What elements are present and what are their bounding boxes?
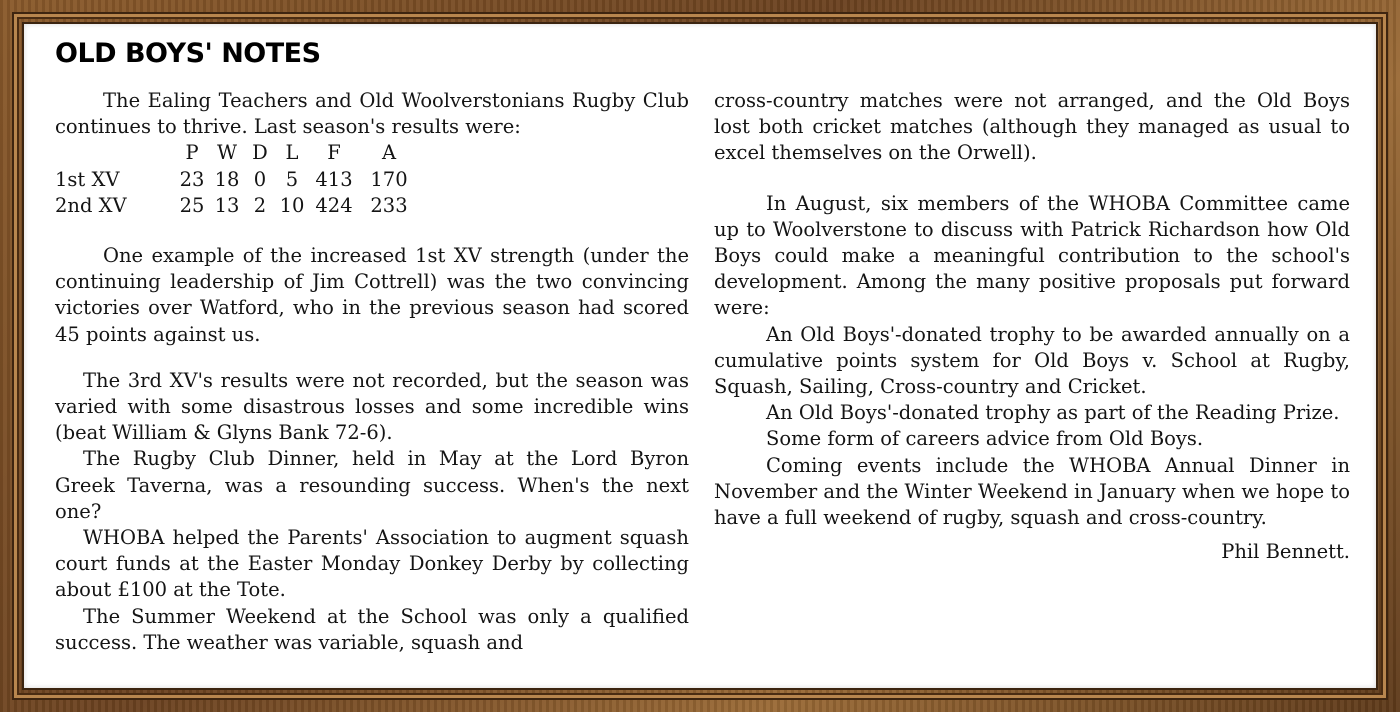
paragraph: Coming events include the WHOBA Annual Dinner in November and the Winter Weekend in January when we hope to have a full weekend of rugby, squash and cross-country. [714, 453, 1350, 530]
table-cell: 1st XV [55, 167, 120, 191]
table-cell: 13 [214, 193, 240, 217]
right-column [714, 88, 1350, 565]
table-header: P [185, 141, 199, 165]
table-row [55, 167, 419, 193]
table-header [55, 140, 175, 166]
table-header: D [252, 141, 268, 165]
table-cell: 23 [179, 167, 205, 191]
signature: Phil Bennett. [1221, 540, 1350, 564]
table-cell: 2nd XV [55, 193, 127, 217]
paragraph: The 3rd XV's results were not recorded, but the season was varied with some disastrous losses and some incredible wins (beat William & Glyns Bank 72-6). [55, 368, 689, 445]
table-cell: 0 [253, 167, 267, 191]
table-cell: 25 [179, 193, 205, 217]
table-cell: 2 [253, 193, 267, 217]
paragraph: The Summer Weekend at the School was only a qualified success. The weather was variable, squash and [55, 604, 689, 654]
paragraph: cross-country matches were not arranged, and the Old Boys lost both cricket matches (although they managed as usual to excel themselves on the Orwell). [714, 89, 1350, 165]
paragraph: An Old Boys'-donated trophy as part of the Reading Prize. [766, 401, 1340, 425]
results-table [55, 140, 419, 219]
newsletter-page [24, 24, 1376, 688]
paragraph: An Old Boys'-donated trophy to be awarded annually on a cumulative points system for Old Boys v. School at Rugby, Squash, Sailing, Cross-country and Cricket. [714, 322, 1350, 399]
paragraph: The Ealing Teachers and Old Woolverstonians Rugby Club continues to thrive. Last season's results were: [55, 89, 689, 139]
paragraph: One example of the increased 1st XV strength (under the continuing leadership of Jim Cottrell) was the two convincing victories over Watford, who in the previous season had scored 45 points against us. [55, 244, 689, 346]
table-header-row [55, 140, 419, 166]
table-header: A [381, 141, 397, 165]
table-cell: 170 [370, 167, 408, 191]
table-cell: 18 [214, 167, 240, 191]
table-cell: 233 [370, 193, 408, 217]
page-title: OLD BOYS' NOTES [55, 38, 321, 69]
table-header: L [285, 141, 299, 165]
paragraph: In August, six members of the WHOBA Committee came up to Woolverstone to discuss with Patrick Richardson how Old Boys could make a meaningful contribution to the school's development. Among the many positive proposals put forward were: [714, 191, 1350, 320]
table-cell: 424 [315, 193, 353, 217]
table-header: F [327, 141, 341, 165]
paragraph: Some form of careers advice from Old Boys. [766, 427, 1204, 451]
table-row [55, 193, 419, 219]
table-cell: 413 [315, 167, 353, 191]
paragraph: The Rugby Club Dinner, held in May at the Lord Byron Greek Taverna, was a resounding success. When's the next one? [55, 447, 689, 523]
paragraph: WHOBA helped the Parents' Association to augment squash court funds at the Easter Monday Donkey Derby by collecting about £100 at the Tote. [55, 526, 689, 602]
table-cell: 5 [285, 167, 299, 191]
table-header: W [216, 141, 238, 165]
table-cell: 10 [279, 193, 305, 217]
left-column [55, 88, 689, 656]
